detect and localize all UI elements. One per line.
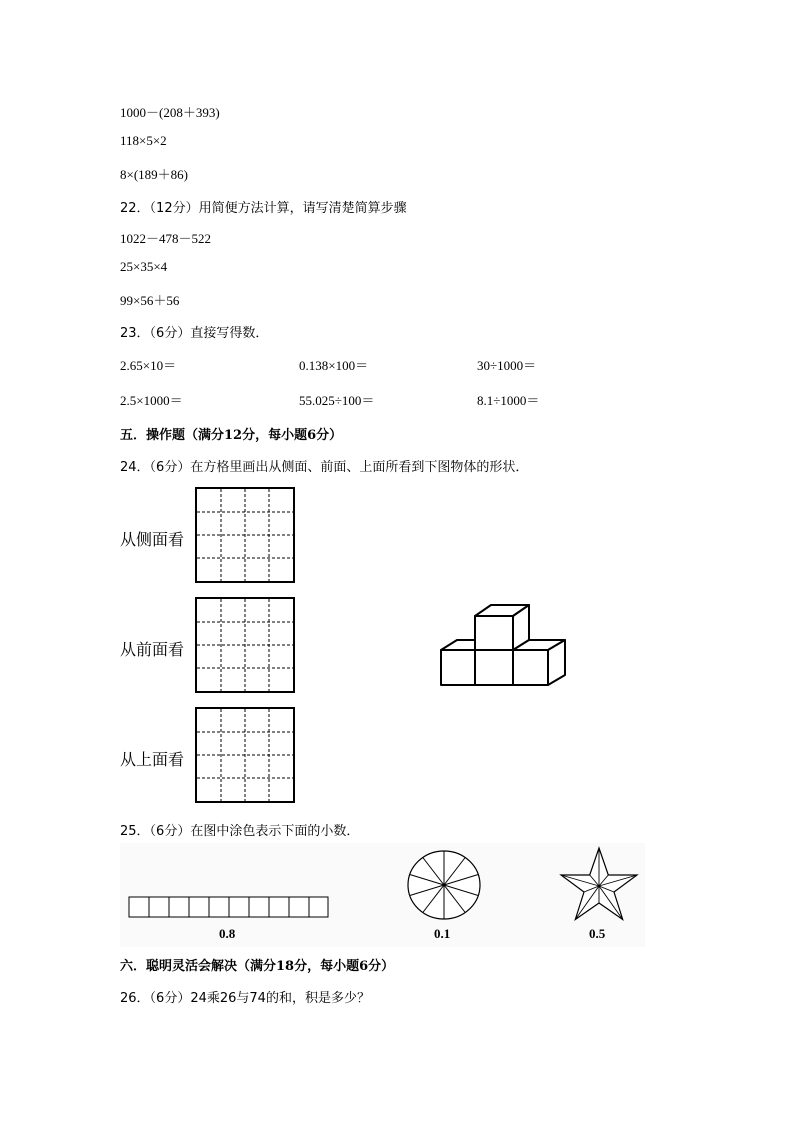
expression-3: 8×(189＋86)	[120, 167, 188, 182]
caption-star: 0.5	[589, 926, 606, 941]
section-6-title: 六．聪明灵活会解决（满分18分，每小题6分）	[120, 959, 395, 974]
q23-item-5: 55.025÷100＝	[299, 393, 375, 408]
drawing-grid-top[interactable]	[195, 707, 295, 803]
drawing-grid-front[interactable]	[195, 597, 295, 693]
middle-cube-front-face	[475, 650, 513, 685]
view-label-side: 从侧面看	[120, 530, 185, 549]
left-cube-top-face	[441, 640, 475, 650]
caption-circle: 0.1	[434, 926, 451, 941]
star-ten-parts[interactable]	[558, 846, 640, 922]
q22-expression-2: 25×35×4	[120, 259, 168, 274]
left-cube-front-face	[441, 650, 475, 685]
expression-1: 1000－(208＋393)	[120, 105, 220, 120]
section-5-title: 五．操作题（满分12分，每小题6分）	[120, 428, 343, 443]
q24-title: 24．（6分）在方格里画出从侧面、前面、上面所看到下图物体的形状．	[120, 460, 529, 475]
q22-expression-3: 99×56＋56	[120, 293, 180, 308]
expression-2: 118×5×2	[120, 133, 167, 148]
q22-title: 22．（12分）用简便方法计算，请写清楚简算步骤	[120, 201, 407, 216]
strip-ten-cells[interactable]	[128, 896, 330, 918]
right-cube-front-face	[513, 650, 548, 685]
q23-item-6: 8.1÷1000＝	[477, 393, 540, 408]
q26-title: 26．（6分）24乘26与74的和，积是多少？	[120, 991, 370, 1006]
view-label-top: 从上面看	[120, 750, 185, 769]
q23-item-4: 2.5×1000＝	[120, 393, 183, 408]
q22-expression-1: 1022－478－522	[120, 231, 212, 246]
q23-item-3: 30÷1000＝	[477, 358, 537, 373]
q23-item-2: 0.138×100＝	[299, 358, 369, 373]
caption-strip: 0.8	[219, 926, 236, 941]
drawing-grid-side[interactable]	[195, 487, 295, 583]
q25-title: 25．（6分）在图中涂色表示下面的小数．	[120, 824, 360, 839]
circle-ten-sectors[interactable]	[404, 848, 484, 922]
q23-title: 23．（6分）直接写得数．	[120, 326, 269, 341]
cube-stack-figure	[435, 600, 575, 692]
top-cube-front-face	[475, 616, 513, 650]
q23-item-1: 2.65×10＝	[120, 358, 177, 373]
view-label-front: 从前面看	[120, 640, 185, 659]
